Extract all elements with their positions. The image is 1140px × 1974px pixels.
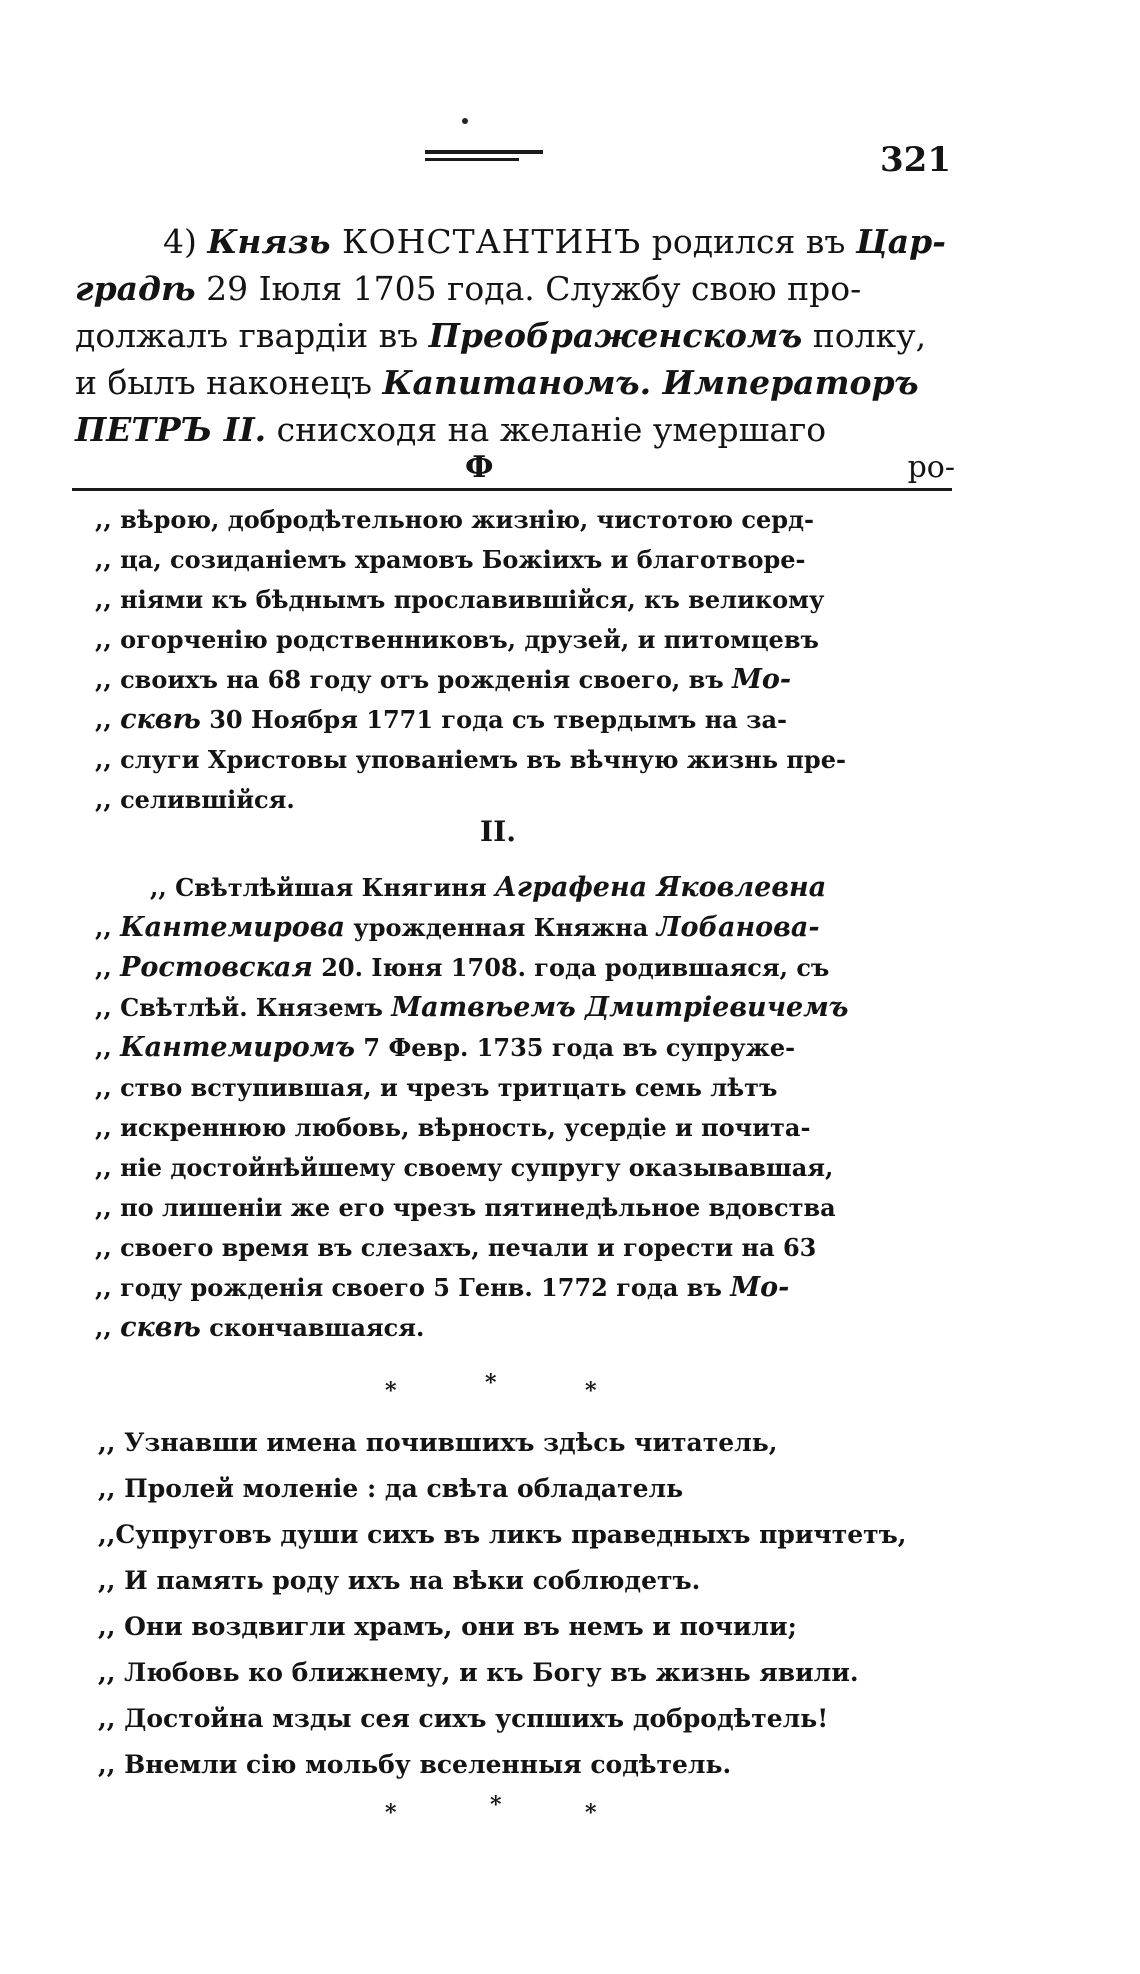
text-run: 7 Февр. 1735 года въ супруже- — [355, 1033, 796, 1062]
star-glyph: * — [585, 1800, 597, 1826]
text-run: Кантемиромъ — [120, 1032, 356, 1063]
text-run: КОНСТАНТИНЪ — [342, 222, 642, 261]
text-run: ,, Свѣтлѣй. Княземъ — [95, 993, 392, 1022]
text-run: Преображенскомъ — [428, 316, 803, 355]
text-run: ,, искреннюю любовь, вѣрность, усердіе и почита- — [95, 1113, 811, 1142]
poem-line: ,, Узнавши имена почившихъ здѣсь читатель, — [98, 1428, 778, 1457]
text-line — [95, 908, 955, 948]
text-run: Мо- — [732, 664, 792, 695]
epitaph-poem — [98, 1420, 958, 1788]
text-run: ,, — [95, 1033, 121, 1062]
text-run: ,, году рожденія своего 5 Генв. 1772 года въ — [95, 1273, 731, 1302]
text-run: ,, ство вступившая, и чрезъ тритцать семь лѣтъ — [95, 1073, 778, 1102]
text-run: ,, по лишеніи же его чрезъ пятинедѣльное вдовства — [95, 1193, 836, 1222]
text-run: ,, — [95, 953, 121, 982]
text-run: ,, ніями къ бѣднымъ прославившійся, къ великому — [95, 585, 825, 614]
text-run: ,, — [95, 1313, 121, 1342]
text-run: ,, слуги Христовы упованіемъ въ вѣчную жизнь пре- — [95, 745, 846, 774]
text-run: ,, огорченію родственниковъ, друзей, и питомцевъ — [95, 625, 819, 654]
text-run: Матвѣемъ Дмитріевичемъ — [391, 992, 849, 1023]
text-run: ,, ніе достойнѣйшему своему супругу оказывавшая, — [95, 1153, 834, 1182]
text-line — [95, 500, 955, 540]
text-run: сквѣ — [120, 1312, 201, 1343]
text-run: ,, селившійся. — [95, 785, 295, 814]
text-line — [95, 620, 955, 660]
poem-line: ,, Пролей моленіе : да свѣта обладатель — [98, 1474, 684, 1503]
text-run: Мо- — [730, 1272, 790, 1303]
text-line — [95, 1068, 955, 1108]
ornament-bar — [425, 158, 519, 161]
text-line — [95, 1028, 955, 1068]
text-run: Ростовская — [120, 952, 313, 983]
poem-line: ,, Любовь ко ближнему, и къ Богу въ жизнь явили. — [98, 1658, 859, 1687]
main-paragraph — [75, 218, 955, 453]
text-line — [95, 1148, 955, 1188]
poem-line: ,, Достойна мзды сея сихъ успшихъ добродѣтель! — [98, 1704, 829, 1733]
star-glyph: * — [385, 1378, 397, 1404]
footnote-section-heading: II. — [480, 815, 516, 848]
text-line — [75, 359, 955, 406]
top-dot-mark — [462, 118, 468, 124]
text-run: Кантемирова — [120, 912, 345, 943]
text-line — [95, 740, 955, 780]
text-line — [95, 780, 955, 820]
signature-row — [75, 450, 955, 486]
text-run: родился въ — [641, 222, 856, 261]
text-run: ,, ца, созиданіемъ храмовъ Божіихъ и благотворе- — [95, 545, 806, 574]
text-line — [95, 1228, 955, 1268]
text-line — [95, 540, 955, 580]
star-ornament — [385, 1370, 625, 1406]
header-ornament-rule — [425, 150, 543, 165]
text-run: скончавшаяся. — [200, 1313, 425, 1342]
text-run: полку, — [802, 316, 927, 355]
text-line — [75, 406, 955, 453]
text-run: ,, своихъ на 68 году отъ рожденія своего, въ — [95, 665, 733, 694]
text-run: Капитаномъ. Императоръ — [382, 363, 919, 402]
text-line — [95, 868, 955, 908]
text-line — [95, 660, 955, 700]
printer-signature: Ф — [465, 450, 494, 485]
text-run: Лобанова- — [656, 912, 820, 943]
text-line — [75, 312, 955, 359]
text-run: 29 Іюля 1705 года. Службу свою про- — [195, 269, 862, 308]
star-ornament — [385, 1792, 625, 1828]
poem-line: ,, И память роду ихъ на вѣки соблюдетъ. — [98, 1566, 701, 1595]
catchword: ро- — [907, 450, 955, 485]
text-line — [95, 700, 955, 740]
page-number: 321 — [880, 140, 951, 180]
text-run: Князь — [207, 222, 343, 261]
ornament-bar — [425, 150, 543, 154]
text-line — [75, 265, 955, 312]
text-line — [75, 218, 955, 265]
poem-line: ,, Внемли сію мольбу вселенныя содѣтель. — [98, 1750, 732, 1779]
text-line — [95, 1268, 955, 1308]
text-run: урожденная Княжна — [344, 913, 657, 942]
text-run: Цар- — [855, 222, 946, 261]
text-line — [95, 1188, 955, 1228]
footnote-rule — [72, 488, 952, 491]
footnote-epitaph-2 — [95, 868, 955, 1348]
footnote-epitaph-1 — [95, 500, 955, 820]
poem-line: ,, Они воздвигли храмъ, они въ немъ и почили; — [98, 1612, 797, 1641]
text-run: и былъ наконецъ — [75, 363, 383, 402]
text-run: 20. Іюня 1708. года родившаяся, съ — [312, 953, 830, 982]
text-run: снисходя на желаніе умершаго — [266, 410, 827, 449]
star-glyph: * — [585, 1378, 597, 1404]
text-run: 4) — [163, 222, 208, 261]
text-run: ,, — [95, 705, 121, 734]
text-run: ,, Свѣтлѣйшая Княгиня — [150, 873, 495, 902]
text-run: градѣ — [75, 269, 196, 308]
text-run: Аграфена Яковлевна — [494, 872, 827, 903]
text-run: ,, вѣрою, добродѣтельною жизнію, чистотою серд- — [95, 505, 814, 534]
star-glyph: * — [490, 1792, 502, 1818]
star-glyph: * — [385, 1800, 397, 1826]
text-run: сквѣ — [120, 704, 201, 735]
text-line — [95, 988, 955, 1028]
text-run: ПЕТРЪ II. — [75, 410, 267, 449]
star-glyph: * — [485, 1370, 497, 1396]
text-run: ,, своего время въ слезахъ, печали и горести на 63 — [95, 1233, 817, 1262]
text-line — [95, 1108, 955, 1148]
text-line — [95, 1308, 955, 1348]
text-run: ,, — [95, 913, 121, 942]
text-run: 30 Ноября 1771 года съ твердымъ на за- — [200, 705, 787, 734]
text-run: должалъ гвардіи въ — [75, 316, 429, 355]
text-line — [95, 948, 955, 988]
text-line — [95, 580, 955, 620]
poem-line: ,,Супруговъ души сихъ въ ликъ праведныхъ причтетъ, — [98, 1520, 907, 1549]
